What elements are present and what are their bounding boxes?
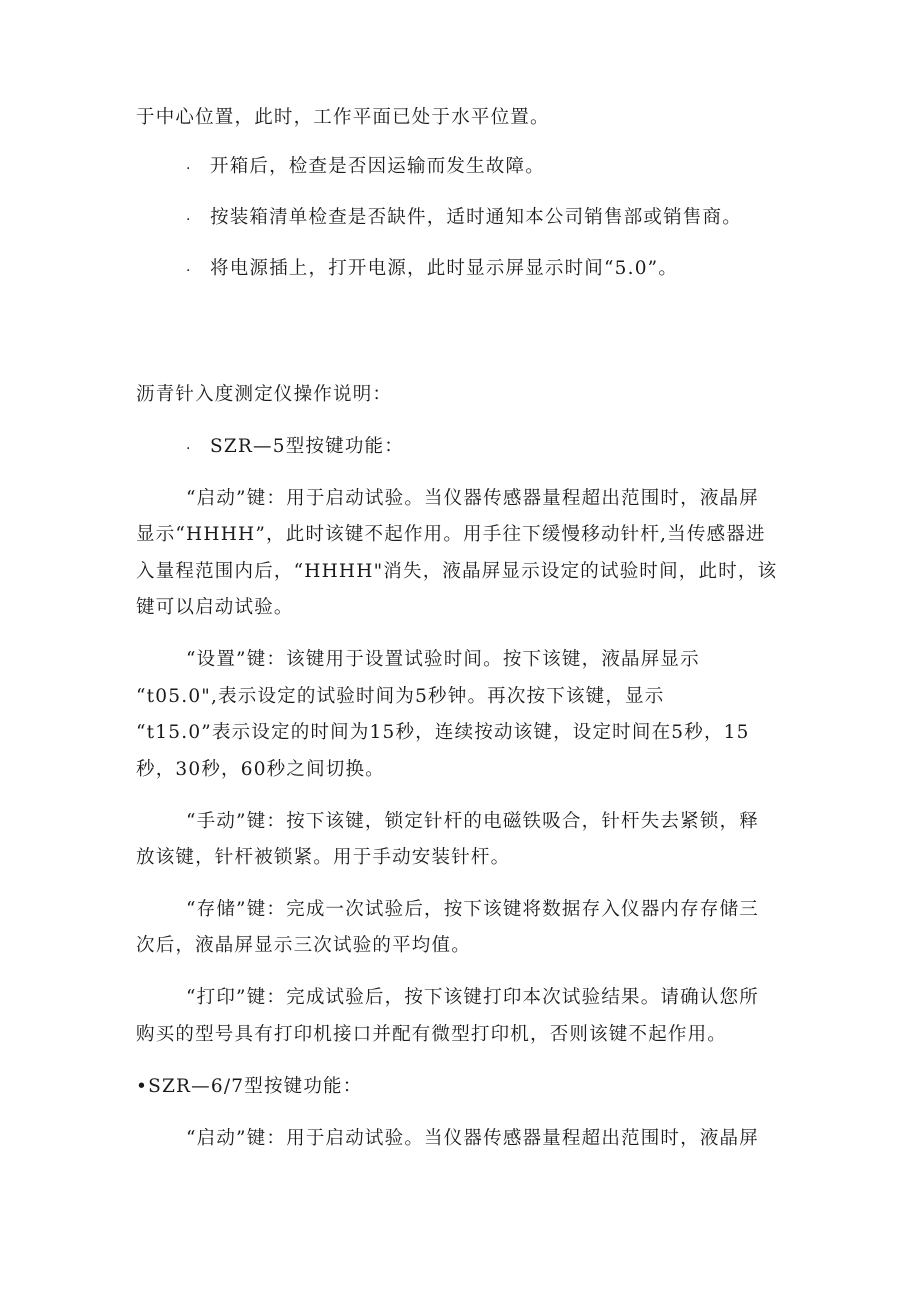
intro-line: 于中心位置，此时，工作平面已处于水平位置。 (136, 107, 550, 128)
paragraph-line: 入量程范围内后，“HHHH"消失，液晶屏显示设定的试验时间，此时，该 (136, 561, 778, 582)
paragraph-line: 键可以启动试验。 (136, 597, 294, 618)
checklist-item: 开箱后，检查是否因运输而发生故障。 (210, 156, 545, 177)
bullet-marker: · (186, 263, 191, 279)
bullet-marker: · (186, 161, 191, 177)
paragraph-line: “存储”键：完成一次试验后，按下该键将数据存入仪器内存存储三 (186, 899, 759, 920)
paragraph-line: “启动”键：用于启动试验。当仪器传感器量程超出范围时，液晶屏 (186, 1128, 759, 1149)
paragraph-line: 购买的型号具有打印机接口并配有微型打印机，否则该键不起作用。 (136, 1024, 728, 1045)
paragraph-line: 放该键，针杆被锁紧。用于手动安装针杆。 (136, 847, 511, 868)
section-heading: 沥青针入度测定仪操作说明： (136, 384, 393, 405)
paragraph-line: “手动”键：按下该键，锁定针杆的电磁铁吸合，针杆失去紧锁，释 (186, 811, 759, 832)
checklist-item: 按装箱清单检查是否缺件，适时通知本公司销售部或销售商。 (210, 207, 742, 228)
paragraph-line: “启动”键：用于启动试验。当仪器传感器量程超出范围时，液晶屏 (186, 488, 759, 509)
paragraph-line: 次后，液晶屏显示三次试验的平均值。 (136, 935, 471, 956)
paragraph-line: 秒，30秒，60秒之间切换。 (136, 759, 385, 780)
paragraph-line: “打印”键：完成试验后，按下该键打印本次试验结果。请确认您所 (186, 987, 759, 1008)
checklist-item: 将电源插上，打开电源，此时显示屏显示时间“5.0”。 (210, 258, 679, 279)
paragraph-line: “设置”键：该键用于设置试验时间。按下该键，液晶屏显示 (186, 649, 700, 670)
paragraph-line: “t15.0”表示设定的时间为15秒，连续按动该键，设定时间在5秒，15 (136, 722, 750, 743)
bullet-marker: · (186, 441, 191, 457)
bullet-marker: · (186, 212, 191, 228)
szr5-title: SZR—5型按键功能： (210, 436, 404, 457)
paragraph-line: “t05.0",表示设定的试验时间为5秒钟。再次按下该键，显示 (136, 686, 665, 707)
szr67-title: •SZR—6/7型按键功能： (136, 1076, 363, 1097)
paragraph-line: 显示“HHHH”，此时该键不起作用。用手往下缓慢移动针杆,当传感器进 (136, 524, 766, 545)
